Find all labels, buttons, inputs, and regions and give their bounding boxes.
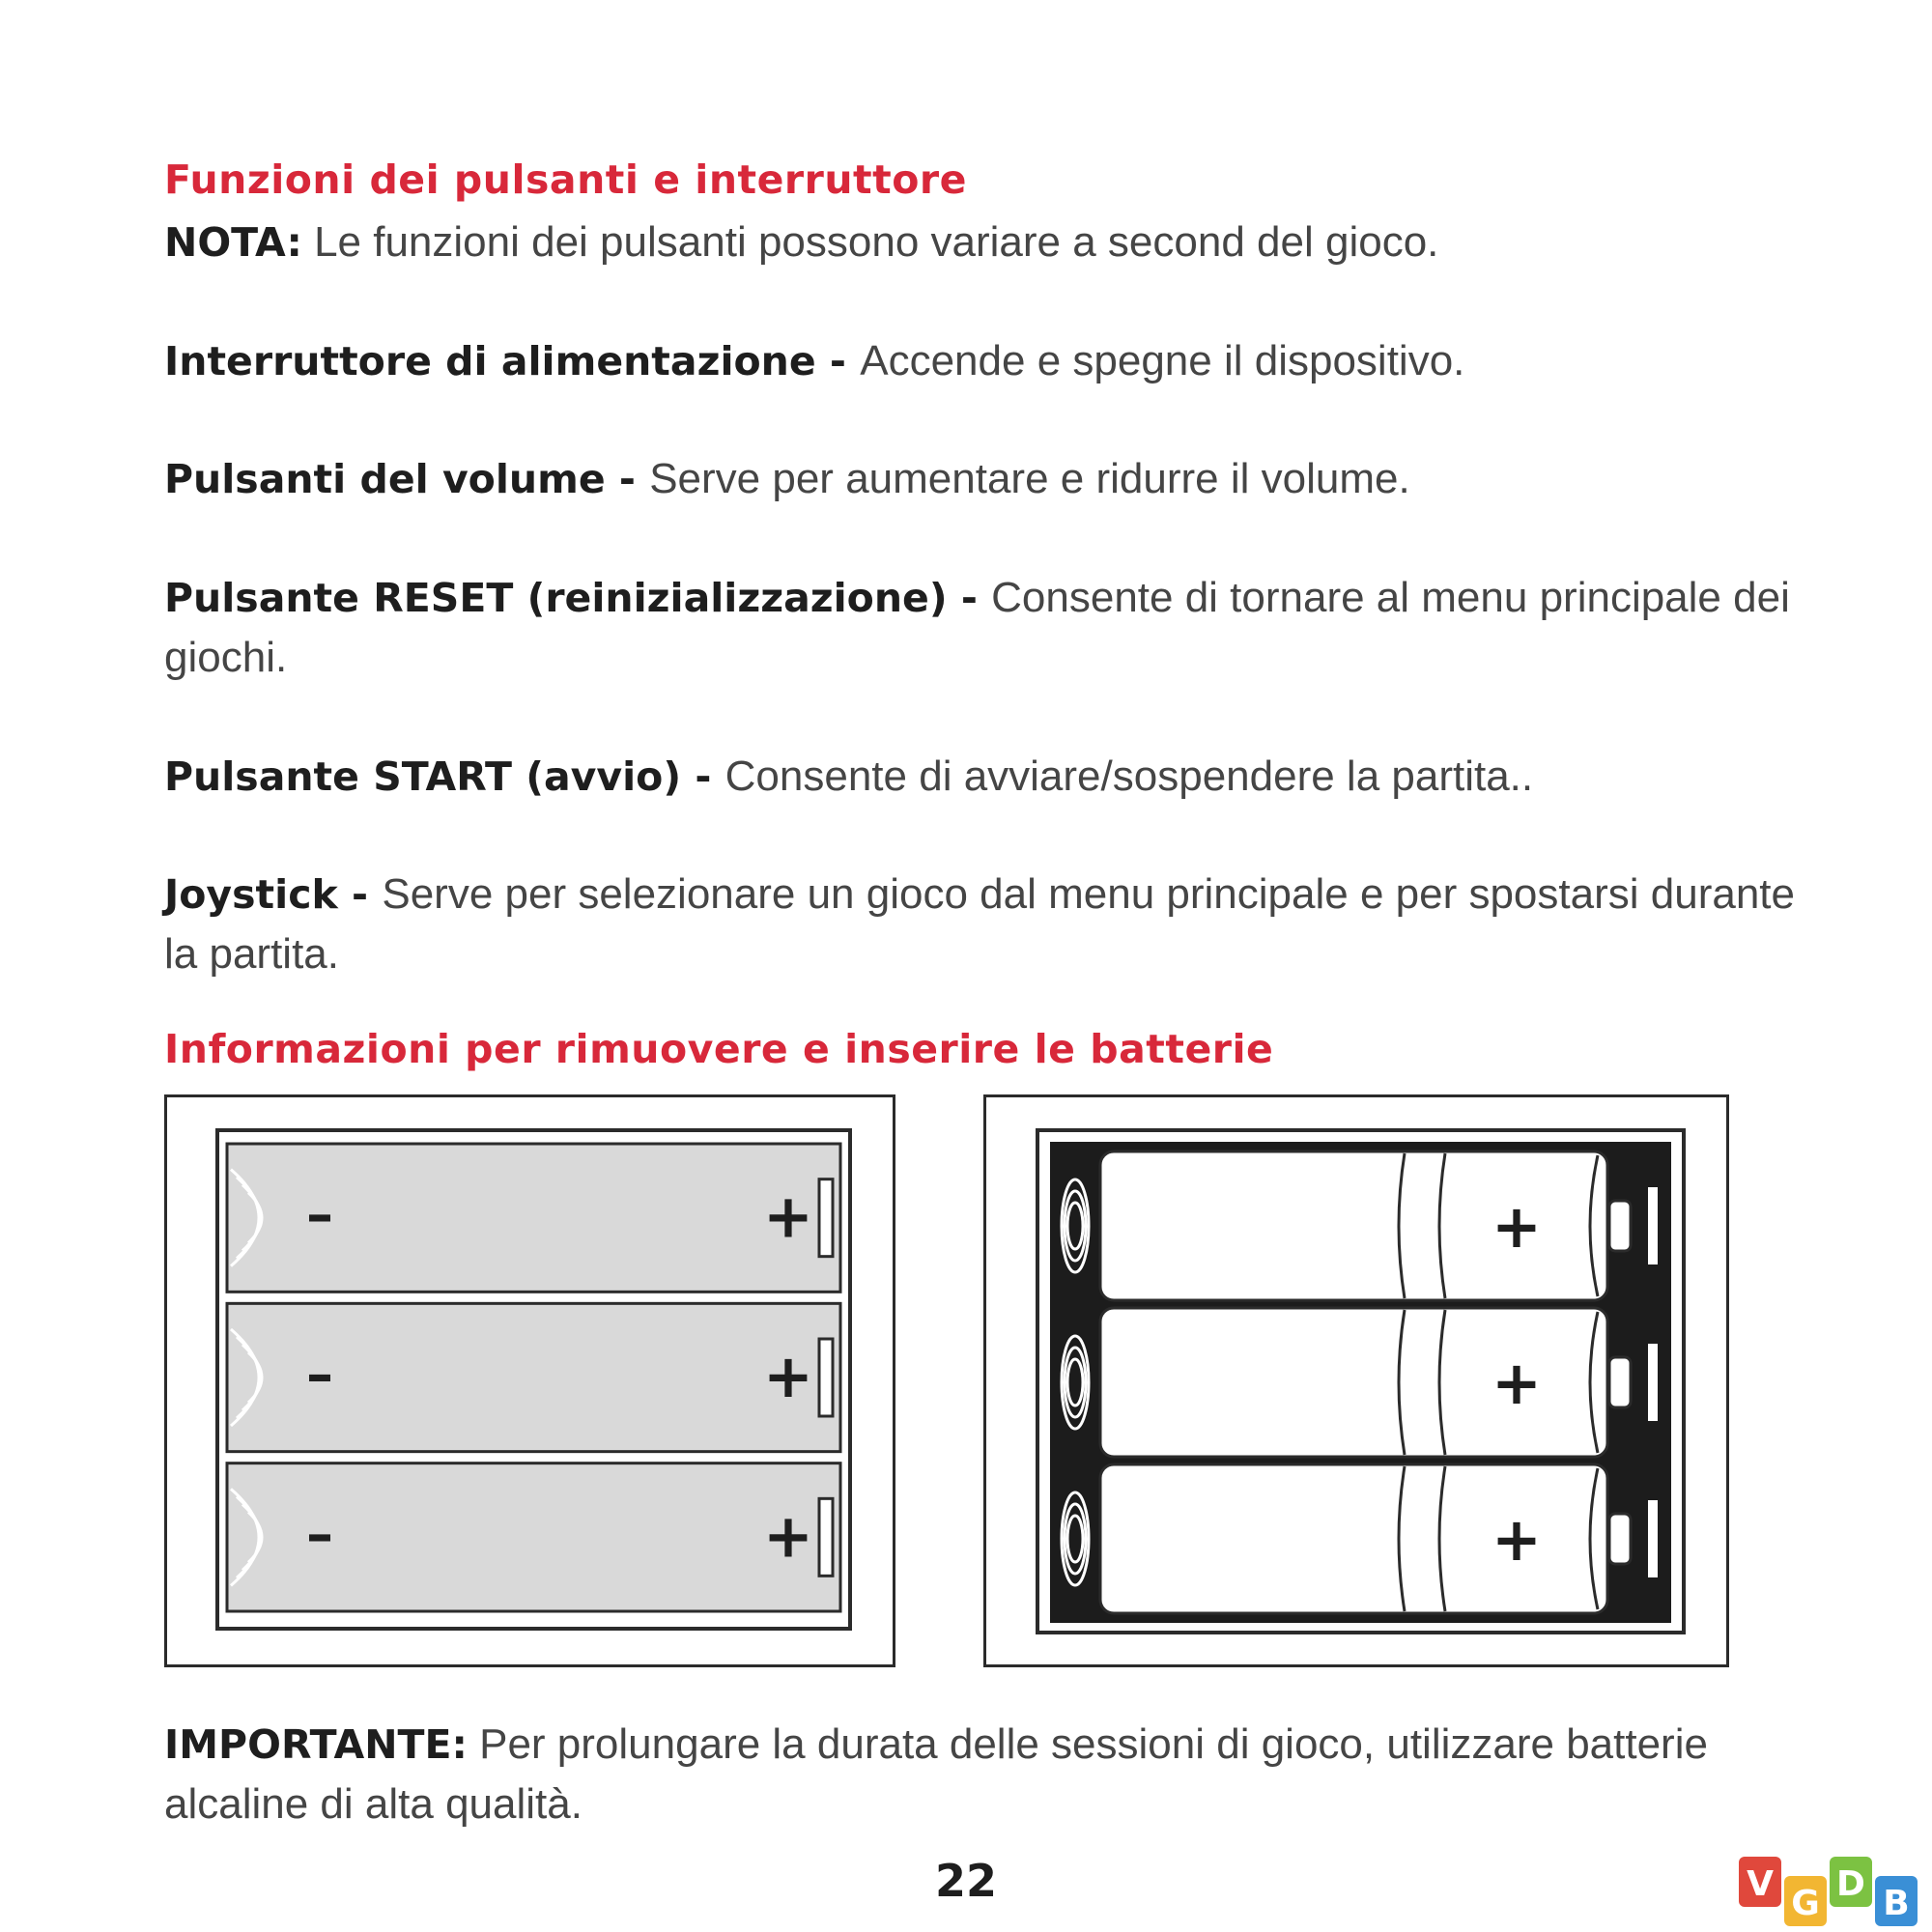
battery <box>1062 1308 1658 1457</box>
logo-letter: D <box>1836 1864 1865 1904</box>
battery-compartment-empty-figure <box>164 1094 895 1667</box>
battery <box>1062 1464 1658 1613</box>
plate-contact-icon <box>1648 1500 1658 1577</box>
plate-contact-icon <box>819 1339 833 1416</box>
logo-letter: B <box>1883 1884 1910 1923</box>
plus-sign: + <box>763 1341 813 1411</box>
function-volume-buttons <box>164 449 1826 509</box>
function-label: Pulsante RESET (reinizializzazione) - <box>164 575 992 621</box>
logo-letter: G <box>1791 1884 1820 1923</box>
battery-compartment-filled-figure <box>983 1094 1729 1667</box>
section-heading-button-functions: Funzioni dei pulsanti e interruttore <box>164 156 967 203</box>
battery-positive-terminal <box>1609 1514 1631 1564</box>
function-text: Consente di avviare/sospendere la partita.. <box>724 753 1534 800</box>
battery <box>1062 1151 1658 1300</box>
note-text: Le funzioni dei pulsanti possono variare a second del gioco. <box>301 218 1439 266</box>
battery-compartment-empty-drawing <box>167 1097 893 1664</box>
note-paragraph <box>164 213 1826 272</box>
page-number: 22 <box>934 1855 997 1907</box>
plate-contact-icon <box>819 1498 833 1576</box>
function-label: Joystick - <box>164 871 383 918</box>
plus-sign: + <box>1492 1348 1542 1418</box>
function-joystick <box>164 865 1826 984</box>
function-label: Pulsanti del volume - <box>164 456 650 502</box>
battery-slot <box>227 1463 840 1611</box>
function-label: Interruttore di alimentazione - <box>164 338 861 384</box>
minus-sign: – <box>306 1183 333 1247</box>
function-start-button <box>164 747 1826 807</box>
logo-tile-b <box>1875 1876 1918 1926</box>
note-label: NOTA: <box>164 219 302 266</box>
function-text: Serve per selezionare un gioco dal menu principale e per spostarsi durante la partita. <box>164 870 1795 978</box>
important-label: IMPORTANTE: <box>164 1721 468 1768</box>
battery-slot <box>227 1144 840 1292</box>
plate-contact-icon <box>819 1179 833 1257</box>
logo-tile-d <box>1830 1857 1872 1907</box>
battery-positive-terminal <box>1609 1201 1631 1251</box>
section-heading-batteries: Informazioni per rimuovere e inserire le batterie <box>164 1026 1274 1072</box>
function-text: Accende e spegne il dispositivo. <box>860 337 1465 384</box>
minus-sign: – <box>306 1344 333 1406</box>
function-text: Consente di tornare al menu principale dei giochi. <box>164 574 1790 681</box>
function-label: Pulsante START (avvio) - <box>164 753 725 800</box>
plus-sign: + <box>1492 1504 1542 1575</box>
plus-sign: + <box>763 1180 813 1252</box>
battery-slot <box>227 1303 840 1451</box>
minus-sign: – <box>306 1503 333 1567</box>
logo-tile-g <box>1784 1876 1827 1926</box>
function-text: Serve per aumentare e ridurre il volume. <box>649 455 1410 502</box>
plate-contact-icon <box>1648 1344 1658 1421</box>
important-text: Per prolungare la durata delle sessioni di gioco, utilizzare batterie alcaline di alta qualità. <box>164 1720 1708 1828</box>
important-note <box>164 1715 1826 1834</box>
function-power-switch <box>164 331 1826 391</box>
plus-sign: + <box>763 1500 813 1572</box>
battery-compartment-filled-drawing <box>986 1097 1726 1664</box>
logo-letter: V <box>1747 1864 1774 1904</box>
vgdb-watermark-logo <box>1737 1855 1930 1932</box>
battery-positive-terminal <box>1609 1357 1631 1407</box>
plus-sign: + <box>1492 1191 1542 1262</box>
logo-tile-v <box>1739 1857 1781 1907</box>
plate-contact-icon <box>1648 1187 1658 1264</box>
function-reset-button <box>164 568 1826 688</box>
